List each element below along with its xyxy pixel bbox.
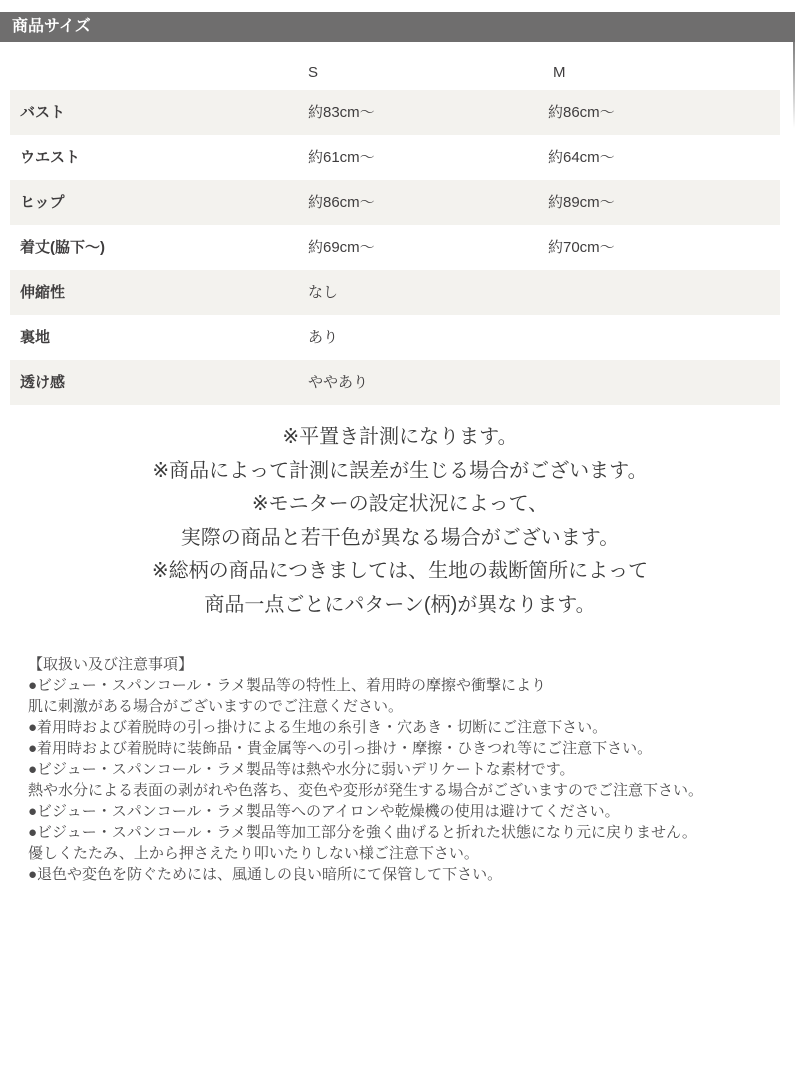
row-value-m: 約64cm～ bbox=[548, 149, 615, 166]
table-row-sheerness bbox=[10, 360, 780, 405]
table-row-stretch bbox=[10, 270, 780, 315]
note-line: ※商品によって計測に誤差が生じる場合がございます。 bbox=[152, 459, 648, 482]
table-row-bust bbox=[10, 90, 780, 135]
scrollbar-artifact bbox=[793, 42, 795, 128]
row-value-m: 約89cm～ bbox=[548, 194, 615, 211]
row-value-s: 約86cm～ bbox=[308, 194, 375, 211]
row-label: ヒップ bbox=[20, 194, 65, 211]
note-line: ※モニターの設定状況によって、 bbox=[251, 493, 549, 515]
care-note-line: 肌に刺激がある場合がございますのでご注意ください。 bbox=[28, 698, 404, 715]
care-note-line: ●ビジュー・スパンコール・ラメ製品等へのアイロンや乾燥機の使用は避けてください。 bbox=[28, 803, 620, 820]
row-value-s: あり bbox=[308, 329, 339, 346]
table-row-waist bbox=[10, 135, 780, 180]
note-line: 実際の商品と若干色が異なる場合がございます。 bbox=[180, 526, 620, 549]
row-value-s: 約69cm～ bbox=[308, 239, 375, 256]
row-label: 裏地 bbox=[20, 329, 51, 346]
care-note-line: ●着用時および着脱時に装飾品・貴金属等への引っ掛け・摩擦・ひきつれ等にご注意下さい。 bbox=[28, 740, 653, 757]
section-header-bar bbox=[0, 12, 795, 42]
measurement-notes bbox=[0, 421, 800, 622]
row-label: 透け感 bbox=[20, 374, 66, 391]
row-label: バスト bbox=[20, 104, 66, 121]
row-value-m: 約70cm～ bbox=[548, 239, 615, 256]
row-value-s: 約61cm～ bbox=[308, 149, 375, 166]
care-note-line: 熱や水分による表面の剥がれや色落ち、変色や変形が発生する場合がございますのでご注意下さい。 bbox=[28, 782, 704, 799]
care-notes-heading: 【取扱い及び注意事項】 bbox=[28, 656, 194, 673]
note-line: ※総柄の商品につきましては、生地の裁断箇所によって bbox=[151, 560, 649, 582]
care-note-line: ●着用時および着脱時の引っ掛けによる生地の糸引き・穴あき・切断にご注意下さい。 bbox=[28, 719, 608, 736]
care-note-line: ●ビジュー・スパンコール・ラメ製品等は熱や水分に弱いデリケートな素材です。 bbox=[28, 761, 575, 778]
column-header-s: S bbox=[308, 64, 319, 81]
care-note-line: ●ビジュー・スパンコール・ラメ製品等の特性上、着用時の摩擦や衝撃により bbox=[28, 677, 547, 694]
care-notes bbox=[28, 654, 788, 885]
note-line: ※平置き計測になります。 bbox=[282, 426, 518, 448]
table-row-hip bbox=[10, 180, 780, 225]
care-note-line: ●ビジュー・スパンコール・ラメ製品等加工部分を強く曲げると折れた状態になり元に戻りません。 bbox=[28, 824, 697, 841]
row-label: 着丈(脇下～) bbox=[20, 239, 105, 256]
column-header-m: M bbox=[553, 64, 566, 81]
row-value-s: 約83cm～ bbox=[308, 104, 375, 121]
row-value-s: ややあり bbox=[308, 374, 369, 391]
table-row-lining bbox=[10, 315, 780, 360]
row-label: ウエスト bbox=[20, 149, 81, 166]
note-line: 商品一点ごとにパターン(柄)が異なります。 bbox=[204, 593, 596, 616]
care-note-line: 優しくたたみ、上から押さえたり叩いたりしない様ご注意下さい。 bbox=[28, 845, 479, 862]
section-title: 商品サイズ bbox=[12, 18, 91, 35]
row-value-m: 約86cm～ bbox=[548, 104, 615, 121]
table-row-length bbox=[10, 225, 780, 270]
care-note-line: ●退色や変色を防ぐためには、風通しの良い暗所にて保管して下さい。 bbox=[28, 866, 503, 883]
row-label: 伸縮性 bbox=[20, 284, 66, 301]
row-value-s: なし bbox=[308, 284, 339, 301]
